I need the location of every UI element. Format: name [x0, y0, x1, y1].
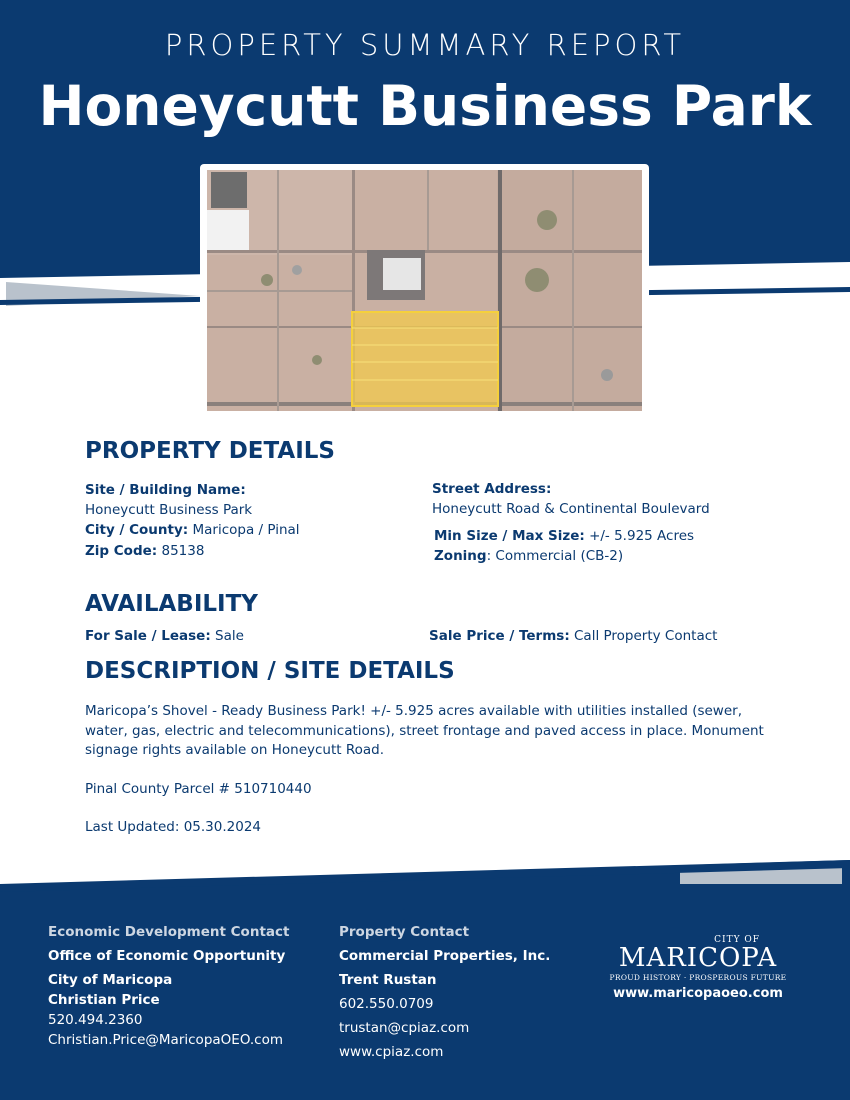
zoning-label: Zoning	[434, 548, 487, 564]
econ-phone[interactable]: 520.494.2360	[48, 1012, 143, 1028]
zip-code-field	[85, 541, 204, 561]
property-contact	[339, 922, 550, 1062]
description-block	[85, 702, 775, 838]
sale-lease-field	[85, 626, 244, 646]
report-subtitle: PROPERTY SUMMARY REPORT	[164, 28, 686, 62]
logo-city-text: CITY OF	[714, 935, 760, 945]
sale-lease-value: Sale	[210, 628, 244, 644]
property-details-heading: PROPERTY DETAILS	[85, 438, 336, 464]
econ-org: Office of Economic Opportunity	[48, 948, 286, 964]
site-name-label: Site / Building Name:	[85, 482, 246, 498]
econ-contact	[48, 922, 289, 1050]
size-zoning-field	[434, 526, 694, 566]
price-terms-value: Call Property Contact	[569, 628, 718, 644]
price-terms-field	[429, 626, 717, 646]
price-terms-label: Sale Price / Terms:	[429, 628, 570, 644]
property-contact-heading: Property Contact	[339, 924, 470, 940]
logo-name-text: MARICOPA	[618, 943, 778, 973]
property-phone[interactable]: 602.550.0709	[339, 996, 434, 1012]
econ-contact-heading: Economic Development Contact	[48, 924, 290, 940]
logo-tagline: PROUD HISTORY · PROSPEROUS FUTURE	[609, 973, 787, 982]
zip-code-label: Zip Code:	[85, 543, 158, 559]
site-name-field	[85, 480, 300, 540]
city-county-label: City / County:	[85, 522, 189, 538]
econ-city: City of Maricopa	[48, 972, 173, 988]
street-address-label: Street Address:	[432, 481, 552, 497]
size-value: +/- 5.925 Acres	[584, 528, 695, 544]
property-person: Trent Rustan	[339, 972, 437, 988]
aerial-map-image	[207, 170, 642, 411]
zip-code-value: 85138	[157, 543, 205, 559]
property-email[interactable]: trustan@cpiaz.com	[339, 1020, 470, 1036]
zoning-value: : Commercial (CB-2)	[486, 548, 624, 564]
description-body: Maricopa’s Shovel - Ready Business Park! +/- 5.925 acres available with utilities installed (sewer, water, gas, electric and telecommunications), street frontage and paved access in place. Monument signage rights available on Honeycutt Road.	[85, 703, 764, 758]
maricopa-logo	[608, 935, 788, 982]
econ-person: Christian Price	[48, 992, 160, 1008]
property-web[interactable]: www.cpiaz.com	[339, 1044, 444, 1060]
sale-lease-label: For Sale / Lease:	[85, 628, 211, 644]
property-company: Commercial Properties, Inc.	[339, 948, 551, 964]
parcel-number: Pinal County Parcel # 510710440	[85, 780, 312, 797]
description-heading: DESCRIPTION / SITE DETAILS	[85, 658, 455, 684]
size-label: Min Size / Max Size:	[434, 528, 585, 544]
last-updated: Last Updated: 05.30.2024	[85, 819, 262, 835]
street-address-value: Honeycutt Road & Continental Boulevard	[432, 501, 710, 517]
site-name-value: Honeycutt Business Park	[85, 502, 253, 518]
street-address-field	[432, 479, 710, 519]
website-link[interactable]: www.maricopaoeo.com	[613, 986, 783, 1001]
page-title: Honeycutt Business Park	[38, 74, 812, 138]
availability-heading: AVAILABILITY	[85, 591, 258, 617]
econ-email[interactable]: Christian.Price@MaricopaOEO.com	[48, 1032, 284, 1048]
city-county-value: Maricopa / Pinal	[188, 522, 300, 538]
